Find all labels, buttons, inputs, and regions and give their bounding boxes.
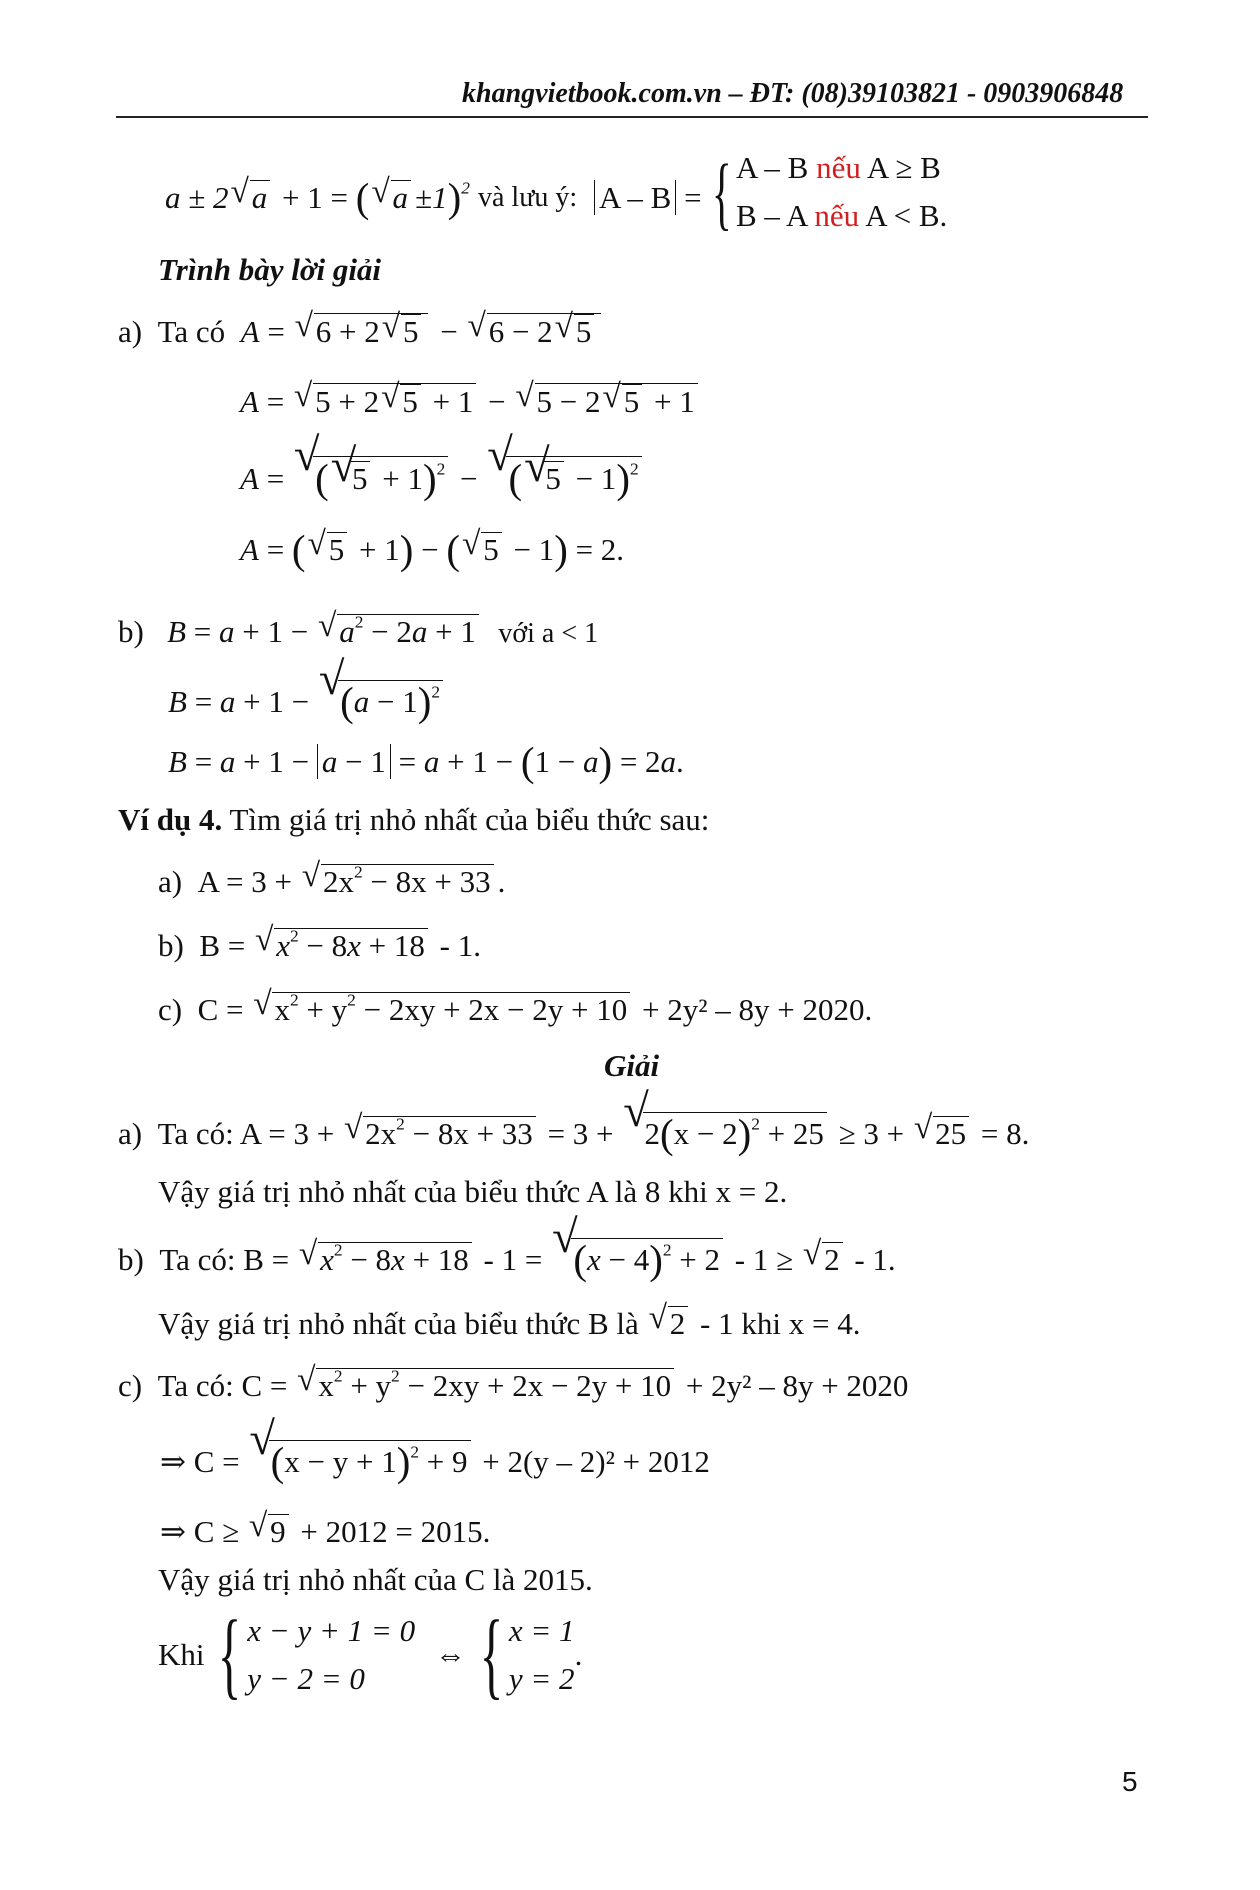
va-luu-y: và lưu ý: (478, 182, 578, 213)
system-1: x − y + 1 = 0 y − 2 = 0 (247, 1613, 416, 1696)
system-brace-right: { (479, 1601, 504, 1709)
piecewise-brace: { (712, 147, 732, 238)
part-a-line-1: a) Ta có A = √ 6 + 2 √ 5 − √ 6 − 2 √ 5 (118, 312, 605, 352)
solution-b-line: b) Ta có: B = √ $x^2 - 8x + 18 - 1$ = √ $(x - 4)^2 + 2 - 1$ ≥ √ 2 - 1. (118, 1212, 896, 1283)
system-2: x = 1 y = 2 (508, 1613, 575, 1696)
part-a-line-2: A = √ 5 + 2 √ 5 + 1 − √ 5 − 2 √ 5 + 1 (240, 382, 702, 422)
solution-a-conclusion: Vậy giá trị nhỏ nhất của biểu thức A là 8 khi x = 2. (158, 1174, 788, 1209)
solution-c-line-1: c) Ta có: C = √ $x^2 + y^2 - 2xy + 2x - 2y + 10 + 2y^2 - 8y + 2020$ (118, 1360, 909, 1403)
part-b-line-2: B = a + 1 − √ $(a - 1)^2$ (168, 680, 447, 722)
solution-b-conclusion: Vậy giá trị nhỏ nhất của biểu thức B là √ 2 - 1 khi x = 4. (158, 1298, 861, 1341)
piecewise-case-2: B – A nếu A < B. (736, 198, 948, 233)
solution-c-line-2: ⇒ C = √ $(x - y + 1)^2 + 9 + 2(y - 2)^2 + 2012$ (160, 1414, 710, 1485)
example-4-title: Ví dụ 4. Tìm giá trị nhỏ nhất của biểu thức sau: (118, 802, 710, 837)
solution-c-line-3: ⇒ C ≥ √ 9 + 2012 = 2015. (160, 1506, 491, 1549)
page-number: 5 (1122, 1766, 1138, 1797)
example-4-a: a) A = 3 + √ $2x^2 - 8x + 33$ . (158, 856, 506, 899)
identity-formula: a ± 2 √ a + 1 = ( √ a ±1)$^2$ (165, 172, 470, 221)
solution-a-line: a) Ta có: A = 3 + √ $2x^2 - 8x + 33 = 3$ + √ $2(x - 2)^2 + 25 \ge 3$ + √ 25 = 8. (118, 1086, 1030, 1157)
abs-value-lhs: A – B = (594, 178, 702, 218)
solution-c-conclusion: Vậy giá trị nhỏ nhất của C là 2015. (158, 1562, 593, 1597)
system-brace-left: { (218, 1601, 242, 1709)
example-4-c: c) C = √ $x^2 + y^2 - 2xy + 2x - 2y + 10 + 2y^2 - 8y + 2020$. (158, 984, 873, 1027)
part-b-line-3: B = a + 1 − a − 1 = a + 1 − (1 − a) = 2a. (168, 739, 684, 785)
solution-heading: Trình bày lời giải (158, 252, 382, 287)
header-site-info: khangvietbook.com.vn – ĐT: (08)39103821 - 0903906848 (462, 78, 1124, 109)
giai-heading: Giải (604, 1048, 660, 1083)
part-a-line-4: A = ( √ 5 + 1) − ( √ 5 − 1) = 2. (240, 524, 625, 573)
part-b-line-1: b) B = a + 1 − √ $a^2 - 2a + 1$ với a < 1 (118, 606, 599, 649)
header-rule (116, 116, 1148, 118)
piecewise-case-1: A – B nếu A ≥ B (736, 150, 941, 185)
solution-c-condition: Khi { x − y + 1 = 0 y − 2 = 0 ⇔ { x = 1 y = 2 . (158, 1601, 583, 1709)
part-a-line-3: A = √ ( √ 5 + 1)$^2$ − √ ( √ 5 − 1)$^2$ (240, 456, 646, 499)
example-4-b: b) B = √ $x^2 - 8x + 18 - 1$. (158, 920, 481, 963)
